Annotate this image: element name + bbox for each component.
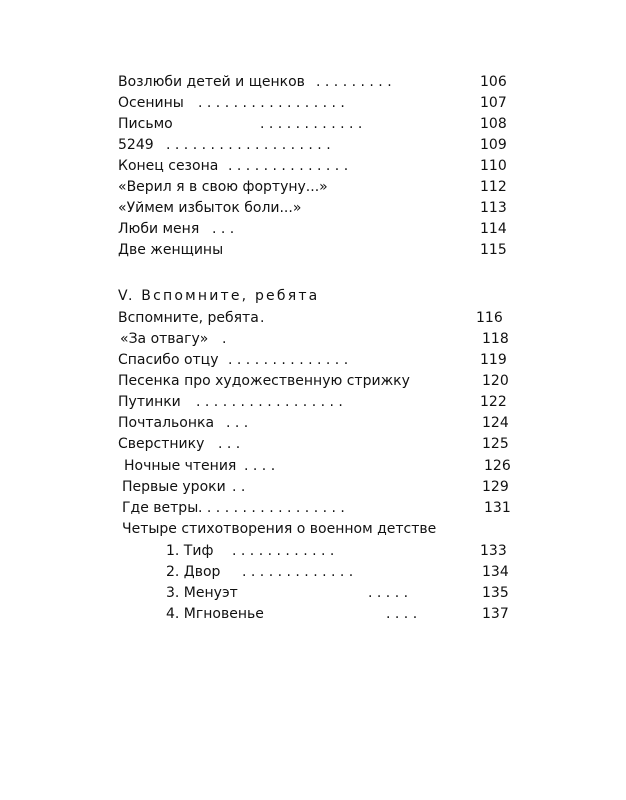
toc-entry-title: Четыре стихотворения о военном детстве	[122, 521, 437, 537]
toc-entry-title: Песенка про художественную стрижку	[118, 373, 410, 389]
toc-entry-title: Письмо	[118, 116, 173, 132]
toc-entry	[118, 498, 511, 518]
toc-page-number: 112	[480, 179, 507, 195]
toc-leader: . . .	[212, 221, 235, 237]
toc-entry	[118, 413, 509, 433]
toc-entry	[118, 198, 507, 218]
toc-leader: . .	[232, 479, 246, 495]
toc-page-number: 120	[482, 373, 509, 389]
toc-entry-title: 4. Мгновенье	[166, 606, 264, 622]
toc-entry-title: «Верил я в свою фортуну...»	[118, 179, 328, 195]
toc-entry	[118, 477, 509, 497]
toc-entry-title: 2. Двор	[166, 564, 221, 580]
toc-leader: .	[260, 310, 265, 326]
toc-page-number: 118	[482, 331, 509, 347]
toc-entry-title: Первые уроки	[122, 479, 226, 495]
toc-entry-title: «За отвагу»	[120, 331, 209, 347]
toc-leader: . . . . . . . . . . . . .	[242, 564, 354, 580]
toc-page-number: 137	[482, 606, 509, 622]
toc-page-number: 116	[476, 310, 503, 326]
toc-page-number: 126	[484, 458, 511, 474]
toc-entry-title: 3. Менуэт	[166, 585, 238, 601]
toc-entry-title: Спасибо отцу	[118, 352, 219, 368]
toc-page-number: 119	[480, 352, 507, 368]
toc-page-number: 125	[482, 436, 509, 452]
toc-entry	[118, 371, 509, 391]
toc-page-number: 107	[480, 95, 507, 111]
toc-leader: . . . .	[244, 458, 276, 474]
toc-entry-title: Почтальонка	[118, 415, 215, 431]
toc-entry	[118, 72, 507, 92]
toc-entry-title: Путинки	[118, 394, 181, 410]
toc-entry-title: Сверстнику	[118, 436, 205, 452]
toc-leader: . . . .	[386, 606, 418, 622]
toc-entry	[118, 93, 507, 113]
section-heading: V. Вспомните, ребята	[118, 288, 320, 304]
toc-entry-title: Осенины	[118, 95, 184, 111]
toc-leader: . . . . . . . . . . . . . . . . .	[198, 95, 345, 111]
toc-entry	[118, 135, 507, 155]
toc-page-number: 115	[480, 242, 507, 258]
toc-leader: . . . . . . . . . . . . . . . . . . .	[166, 137, 331, 153]
toc-subentry	[118, 583, 509, 603]
toc-entry	[118, 350, 507, 370]
toc-page-number: 110	[480, 158, 507, 174]
toc-page-number: 114	[480, 221, 507, 237]
toc-leader: . . . . . . . . . . . . . .	[228, 158, 349, 174]
toc-entry	[118, 114, 507, 134]
toc-subentry	[118, 604, 509, 624]
toc-leader: . . .	[226, 415, 249, 431]
toc-entry	[118, 392, 507, 412]
toc-page-number: 133	[480, 543, 507, 559]
toc-entry-title: Где ветры	[122, 500, 199, 516]
toc-leader: . . . . . . . . .	[316, 74, 392, 90]
toc-leader: . . . . . . . . . . . . . .	[228, 352, 349, 368]
toc-entry	[118, 177, 507, 197]
toc-subentry	[118, 541, 507, 561]
toc-subentry	[118, 562, 509, 582]
toc-leader: . . . . . . . . . . . . . . . . .	[196, 394, 343, 410]
toc-page-number: 131	[484, 500, 511, 516]
toc-entry-title: Люби меня	[118, 221, 200, 237]
toc-page-number: 134	[482, 564, 509, 580]
toc-leader: . . .	[218, 436, 241, 452]
toc-page-number: 108	[480, 116, 507, 132]
toc-entry-title: Конец сезона	[118, 158, 219, 174]
toc-entry-title: «Уймем избыток боли...»	[118, 200, 302, 216]
toc-entry	[118, 456, 511, 476]
toc-leader: .	[222, 331, 227, 347]
toc-page-number: 106	[480, 74, 507, 90]
toc-page-number: 124	[482, 415, 509, 431]
toc-entry-title: Ночные чтения	[124, 458, 237, 474]
toc-leader: . . . . . . . . . . . .	[260, 116, 363, 132]
toc-entry-title: Вспомните, ребята	[118, 310, 259, 326]
toc-entry	[118, 329, 509, 349]
toc-page-number: 109	[480, 137, 507, 153]
toc-entry-group	[118, 519, 502, 539]
toc-page-number: 122	[480, 394, 507, 410]
toc-entry-title: Возлюби детей и щенков	[118, 74, 305, 90]
toc-page-number: 113	[480, 200, 507, 216]
toc-entry	[118, 434, 509, 454]
toc-entry	[118, 156, 507, 176]
toc-entry-title: 5249	[118, 137, 154, 153]
toc-page-number: 135	[482, 585, 509, 601]
toc-entry-title: 1. Тиф	[166, 543, 214, 559]
toc-page-number: 129	[482, 479, 509, 495]
toc-entry	[118, 219, 507, 239]
toc-leader: . . . . . . . . . . . . . . . . .	[198, 500, 345, 516]
toc-leader: . . . . . . . . . . . .	[232, 543, 335, 559]
toc-entry	[118, 308, 502, 328]
toc-entry	[118, 240, 507, 260]
toc-entry-title: Две женщины	[118, 242, 224, 258]
toc-leader: . . . . .	[368, 585, 409, 601]
